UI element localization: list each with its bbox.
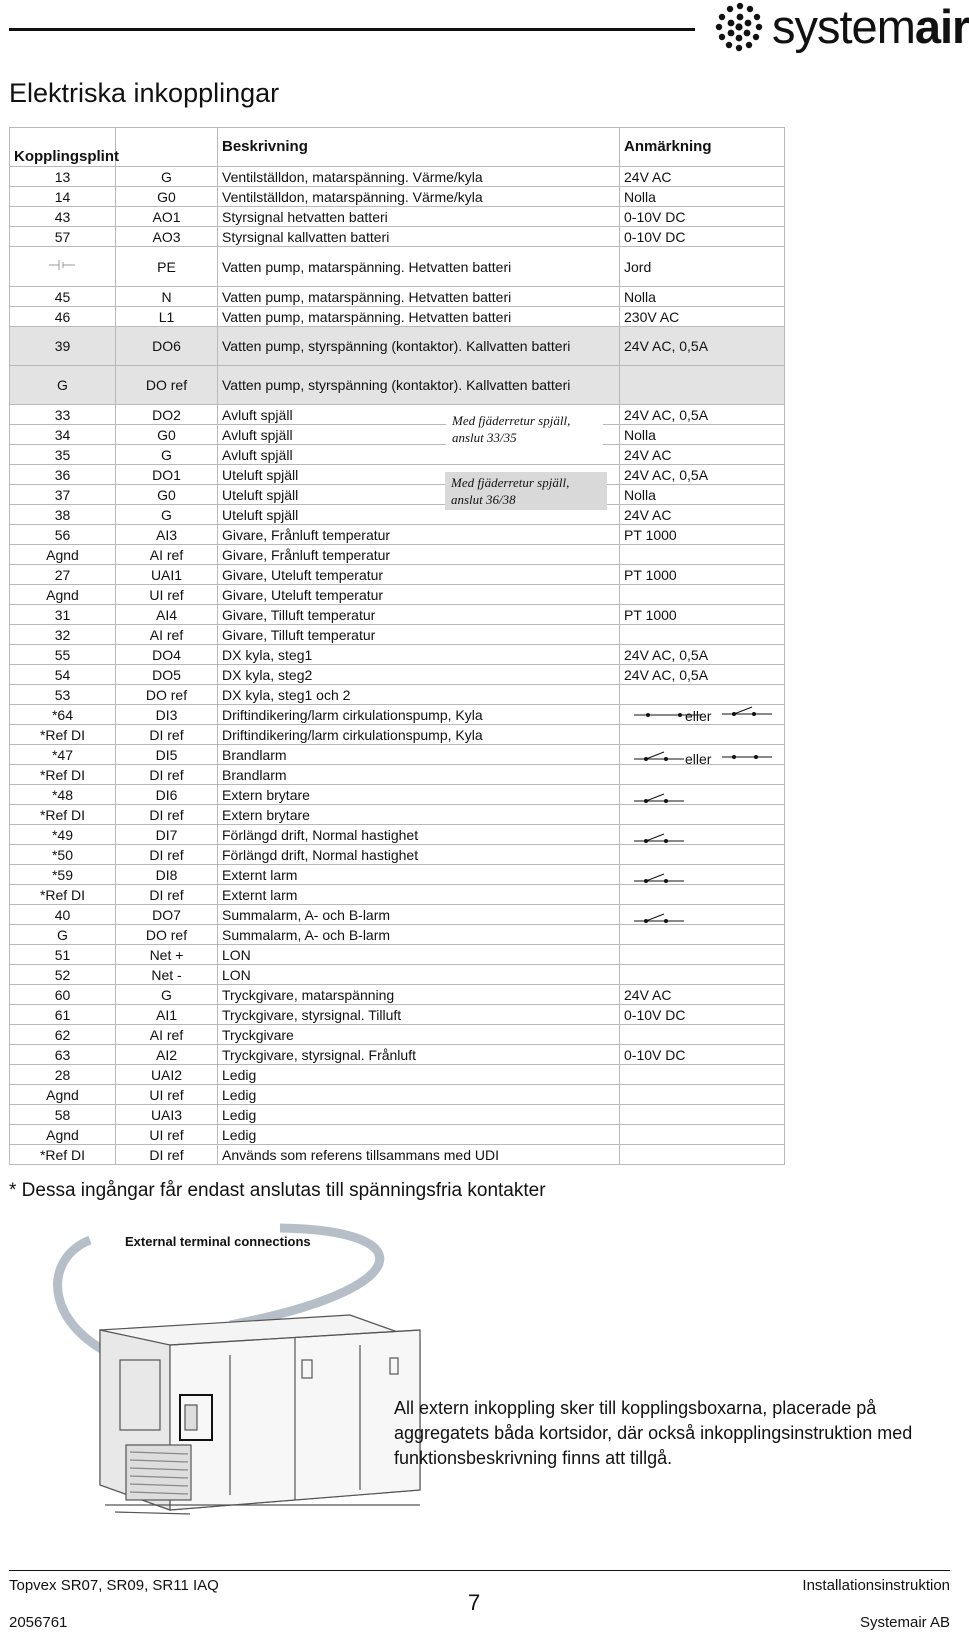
cell-signal: AI2 (116, 1045, 218, 1065)
cell-remark: 24V AC (620, 985, 785, 1005)
cell-remark: 0-10V DC (620, 227, 785, 247)
cell-signal: DI7 (116, 825, 218, 845)
cell-remark (620, 885, 785, 905)
cell-signal: G (116, 445, 218, 465)
cell-signal: DI3 (116, 705, 218, 725)
cell-signal: DI ref (116, 1145, 218, 1165)
cell-terminal: 62 (10, 1025, 116, 1045)
page-title: Elektriska inkopplingar (9, 78, 280, 108)
cell-description: Externt larm (218, 865, 620, 885)
connections-table (9, 127, 785, 1165)
or-label: eller (685, 708, 712, 724)
cell-terminal: 51 (10, 945, 116, 965)
normally-open-contact-icon (634, 832, 684, 846)
cell-remark: 24V AC, 0,5A (620, 665, 785, 685)
cell-signal: DI ref (116, 725, 218, 745)
logo-word: systemair (772, 0, 969, 53)
cell-terminal: 43 (10, 207, 116, 227)
cell-terminal: *47 (10, 745, 116, 765)
cell-description: Ledig (218, 1085, 620, 1105)
table-row (10, 525, 785, 545)
cell-description: Vatten pump, matarspänning. Hetvatten batteri (218, 287, 620, 307)
cell-terminal: 46 (10, 307, 116, 327)
table-row (10, 485, 785, 505)
table-row (10, 885, 785, 905)
or-label: eller (685, 751, 712, 767)
normally-open-contact-icon (634, 912, 684, 926)
table-row (10, 207, 785, 227)
cell-description: Tryckgivare (218, 1025, 620, 1045)
table-row (10, 985, 785, 1005)
cell-signal: DI5 (116, 745, 218, 765)
cell-signal: DO ref (116, 366, 218, 405)
table-row (10, 445, 785, 465)
cell-signal: AI ref (116, 625, 218, 645)
cell-terminal: *Ref DI (10, 765, 116, 785)
cell-signal: AI4 (116, 605, 218, 625)
cell-remark (620, 725, 785, 745)
cell-terminal: *48 (10, 785, 116, 805)
cell-description: Summalarm, A- och B-larm (218, 905, 620, 925)
cell-terminal: 33 (10, 405, 116, 425)
footer-doc-type: Installationsinstruktion (802, 1577, 950, 1594)
cell-remark (620, 1145, 785, 1165)
cell-description: Tryckgivare, styrsignal. Tilluft (218, 1005, 620, 1025)
cell-remark (620, 945, 785, 965)
cell-signal: DI ref (116, 765, 218, 785)
cell-signal: DI ref (116, 885, 218, 905)
cell-terminal: 53 (10, 685, 116, 705)
cell-description: Externt larm (218, 885, 620, 905)
cell-remark (620, 1085, 785, 1105)
table-row (10, 565, 785, 585)
cell-terminal: 34 (10, 425, 116, 445)
cell-signal: G0 (116, 187, 218, 207)
header-rule (9, 28, 695, 31)
cell-remark: Nolla (620, 287, 785, 307)
cell-description: Driftindikering/larm cirkulationspump, Kyla (218, 725, 620, 745)
cell-terminal: 60 (10, 985, 116, 1005)
cell-signal: DI8 (116, 865, 218, 885)
cell-description: Styrsignal hetvatten batteri (218, 207, 620, 227)
cell-terminal: Agnd (10, 1085, 116, 1105)
cell-terminal: G (10, 366, 116, 405)
cell-terminal: 37 (10, 485, 116, 505)
avluft-spring-return-note: Med fjäderretur spjäll, anslut 33/35 (446, 410, 603, 448)
cell-terminal: Agnd (10, 1125, 116, 1145)
cell-description: Ventilställdon, matarspänning. Värme/kyla (218, 187, 620, 207)
cell-terminal: *Ref DI (10, 885, 116, 905)
logo-mark-icon (710, 0, 770, 55)
cell-terminal: 14 (10, 187, 116, 207)
cell-description: Vatten pump, matarspänning. Hetvatten batteri (218, 247, 620, 287)
cell-remark (620, 845, 785, 865)
cell-terminal: 36 (10, 465, 116, 485)
cell-signal: DO5 (116, 665, 218, 685)
cell-terminal: 52 (10, 965, 116, 985)
cell-signal: UI ref (116, 1125, 218, 1145)
table-row (10, 247, 785, 287)
cell-signal: DO4 (116, 645, 218, 665)
cell-terminal: *64 (10, 705, 116, 725)
cell-terminal: 28 (10, 1065, 116, 1085)
cell-remark (620, 925, 785, 945)
cell-description: Summalarm, A- och B-larm (218, 925, 620, 945)
cell-description: Används som referens tillsammans med UDI (218, 1145, 620, 1165)
cell-description: Styrsignal kallvatten batteri (218, 227, 620, 247)
cell-signal: UAI2 (116, 1065, 218, 1085)
cell-terminal: *49 (10, 825, 116, 845)
table-row (10, 425, 785, 445)
table-row (10, 945, 785, 965)
cell-remark: 24V AC, 0,5A (620, 327, 785, 366)
cell-description: Uteluft spjäll (218, 485, 620, 505)
cell-description: Givare, Tilluft temperatur (218, 625, 620, 645)
cell-terminal: G (10, 925, 116, 945)
cell-description: Uteluft spjäll (218, 505, 620, 525)
cell-remark: Nolla (620, 425, 785, 445)
cell-terminal: *50 (10, 845, 116, 865)
cell-terminal: 56 (10, 525, 116, 545)
cell-signal: DO2 (116, 405, 218, 425)
cell-remark (620, 545, 785, 565)
header-terminal: Kopplingsplint (10, 128, 116, 167)
cell-signal: DO7 (116, 905, 218, 925)
cell-signal: UI ref (116, 585, 218, 605)
table-row (10, 1085, 785, 1105)
cell-terminal: 63 (10, 1045, 116, 1065)
cell-description: Avluft spjäll (218, 405, 620, 425)
cell-signal: AO3 (116, 227, 218, 247)
cell-remark (620, 1125, 785, 1145)
table-row (10, 1065, 785, 1085)
cell-terminal: *59 (10, 865, 116, 885)
cell-signal: DI6 (116, 785, 218, 805)
cell-description: Avluft spjäll (218, 445, 620, 465)
cell-signal: G0 (116, 485, 218, 505)
normally-open-contact-icon (634, 750, 684, 764)
cell-description: Extern brytare (218, 785, 620, 805)
cell-description: Tryckgivare, matarspänning (218, 985, 620, 1005)
cell-remark: 24V AC (620, 505, 785, 525)
table-row (10, 327, 785, 366)
cell-terminal: 57 (10, 227, 116, 247)
table-row (10, 725, 785, 745)
cell-signal: AI3 (116, 525, 218, 545)
cell-signal: AO1 (116, 207, 218, 227)
table-row (10, 545, 785, 565)
cell-remark: 24V AC (620, 167, 785, 187)
cell-description: Givare, Frånluft temperatur (218, 525, 620, 545)
table-row (10, 845, 785, 865)
normally-closed-contact-icon (722, 749, 772, 763)
cell-description: Avluft spjäll (218, 425, 620, 445)
cell-signal: DO1 (116, 465, 218, 485)
footer-product: Topvex SR07, SR09, SR11 IAQ (9, 1577, 219, 1594)
cell-terminal: 55 (10, 645, 116, 665)
table-row (10, 465, 785, 485)
header-signal (116, 128, 218, 167)
cell-remark: 0-10V DC (620, 1005, 785, 1025)
normally-open-contact-icon (634, 872, 684, 886)
cell-remark: PT 1000 (620, 565, 785, 585)
cell-description: Brandlarm (218, 745, 620, 765)
cell-description: Vatten pump, matarspänning. Hetvatten batteri (218, 307, 620, 327)
cell-signal: G0 (116, 425, 218, 445)
cell-description: Vatten pump, styrspänning (kontaktor). Kallvatten batteri (218, 366, 620, 405)
cell-description: DX kyla, steg1 (218, 645, 620, 665)
cell-terminal: 58 (10, 1105, 116, 1125)
cell-signal: G (116, 505, 218, 525)
cell-signal: PE (116, 247, 218, 287)
table-body (10, 167, 785, 1165)
footer-doc-number: 2056761 (9, 1614, 68, 1631)
cell-remark: 24V AC, 0,5A (620, 645, 785, 665)
cell-remark: 0-10V DC (620, 207, 785, 227)
cell-remark: Jord (620, 247, 785, 287)
cell-description: Ledig (218, 1065, 620, 1085)
cell-signal: UAI3 (116, 1105, 218, 1125)
table-row (10, 405, 785, 425)
cell-signal: L1 (116, 307, 218, 327)
cell-remark: 230V AC (620, 307, 785, 327)
table-row (10, 307, 785, 327)
table-row (10, 1025, 785, 1045)
table-row (10, 765, 785, 785)
cell-terminal: 27 (10, 565, 116, 585)
cell-terminal: 13 (10, 167, 116, 187)
cell-remark (620, 585, 785, 605)
table-row (10, 227, 785, 247)
table-row (10, 1145, 785, 1165)
cell-signal: G (116, 985, 218, 1005)
cell-description: Tryckgivare, styrsignal. Frånluft (218, 1045, 620, 1065)
unit-illustration (30, 1220, 440, 1520)
cell-terminal: 40 (10, 905, 116, 925)
table-row (10, 287, 785, 307)
cell-remark (620, 805, 785, 825)
table-row (10, 1125, 785, 1145)
table-row (10, 605, 785, 625)
systemair-logo (710, 0, 969, 55)
table-row (10, 645, 785, 665)
cell-terminal: Agnd (10, 545, 116, 565)
table-row (10, 366, 785, 405)
cell-remark: Nolla (620, 187, 785, 207)
cell-signal: DI ref (116, 805, 218, 825)
cell-description: Givare, Uteluft temperatur (218, 565, 620, 585)
normally-open-contact-icon (634, 792, 684, 806)
cell-description: Givare, Frånluft temperatur (218, 545, 620, 565)
cell-remark: 24V AC, 0,5A (620, 405, 785, 425)
cell-description: Förlängd drift, Normal hastighet (218, 825, 620, 845)
cell-description: Givare, Uteluft temperatur (218, 585, 620, 605)
figure-label: External terminal connections (125, 1234, 311, 1249)
cell-terminal: *Ref DI (10, 1145, 116, 1165)
cell-terminal: *Ref DI (10, 725, 116, 745)
cell-terminal: 45 (10, 287, 116, 307)
cell-remark: 24V AC, 0,5A (620, 465, 785, 485)
cell-remark: PT 1000 (620, 525, 785, 545)
cell-signal: Net + (116, 945, 218, 965)
cell-terminal: 39 (10, 327, 116, 366)
normally-open-contact-icon (722, 705, 772, 719)
cell-remark: PT 1000 (620, 605, 785, 625)
cell-terminal: 54 (10, 665, 116, 685)
cell-signal: DO ref (116, 685, 218, 705)
cell-signal: DO ref (116, 925, 218, 945)
header-description: Beskrivning (218, 128, 620, 167)
cell-terminal: *Ref DI (10, 805, 116, 825)
footer-rule (9, 1570, 950, 1571)
cell-description: Ledig (218, 1125, 620, 1145)
footer-company: Systemair AB (859, 1614, 950, 1631)
cell-description: Förlängd drift, Normal hastighet (218, 845, 620, 865)
cell-signal: AI ref (116, 545, 218, 565)
cell-description: Extern brytare (218, 805, 620, 825)
cell-description: DX kyla, steg1 och 2 (218, 685, 620, 705)
cell-terminal: 32 (10, 625, 116, 645)
uteluft-spring-return-note: Med fjäderretur spjäll, anslut 36/38 (445, 472, 607, 510)
cell-signal: DO6 (116, 327, 218, 366)
cell-terminal: 61 (10, 1005, 116, 1025)
cell-signal: N (116, 287, 218, 307)
cell-description: LON (218, 965, 620, 985)
cell-remark (620, 685, 785, 705)
cell-signal: AI ref (116, 1025, 218, 1045)
cell-remark: Nolla (620, 485, 785, 505)
cell-remark (620, 965, 785, 985)
table-row (10, 505, 785, 525)
ground-symbol-icon (45, 258, 81, 272)
cell-terminal (10, 247, 116, 287)
cell-terminal: 35 (10, 445, 116, 465)
cell-remark (620, 1105, 785, 1125)
cell-description: Ledig (218, 1105, 620, 1125)
table-row (10, 625, 785, 645)
cell-description: DX kyla, steg2 (218, 665, 620, 685)
cell-signal: AI1 (116, 1005, 218, 1025)
cell-terminal: Agnd (10, 585, 116, 605)
table-row (10, 167, 785, 187)
cell-description: Vatten pump, styrspänning (kontaktor). Kallvatten batteri (218, 327, 620, 366)
table-row (10, 1045, 785, 1065)
cell-terminal: 31 (10, 605, 116, 625)
cell-description: Driftindikering/larm cirkulationspump, Kyla (218, 705, 620, 725)
cell-signal: UAI1 (116, 565, 218, 585)
cell-description: Givare, Tilluft temperatur (218, 605, 620, 625)
cell-description: Brandlarm (218, 765, 620, 785)
cell-remark (620, 366, 785, 405)
cell-signal: UI ref (116, 1085, 218, 1105)
table-row (10, 187, 785, 207)
cell-remark (620, 1065, 785, 1085)
cell-remark (620, 765, 785, 785)
table-row (10, 1105, 785, 1125)
cell-description: Uteluft spjäll (218, 465, 620, 485)
cell-remark (620, 625, 785, 645)
table-row (10, 585, 785, 605)
page-number: 7 (468, 1590, 481, 1615)
cell-signal: DI ref (116, 845, 218, 865)
header-remark: Anmärkning (620, 128, 785, 167)
table-row (10, 805, 785, 825)
cell-terminal: 38 (10, 505, 116, 525)
cell-remark: 24V AC (620, 445, 785, 465)
table-row (10, 685, 785, 705)
cell-remark (620, 1025, 785, 1045)
table-row (10, 665, 785, 685)
figure-caption: All extern inkoppling sker till kopplingsboxarna, placerade på aggregatets båda kortsidor, där också inkopplingsinstruktion med funktionsbeskrivning finns att tillgå. (394, 1398, 913, 1468)
table-row (10, 965, 785, 985)
footnote: * Dessa ingångar får endast anslutas till spänningsfria kontakter (9, 1180, 546, 1201)
cell-signal: G (116, 167, 218, 187)
cell-description: LON (218, 945, 620, 965)
table-row (10, 1005, 785, 1025)
cell-remark: 0-10V DC (620, 1045, 785, 1065)
table-row (10, 925, 785, 945)
cell-signal: Net - (116, 965, 218, 985)
cell-description: Ventilställdon, matarspänning. Värme/kyla (218, 167, 620, 187)
